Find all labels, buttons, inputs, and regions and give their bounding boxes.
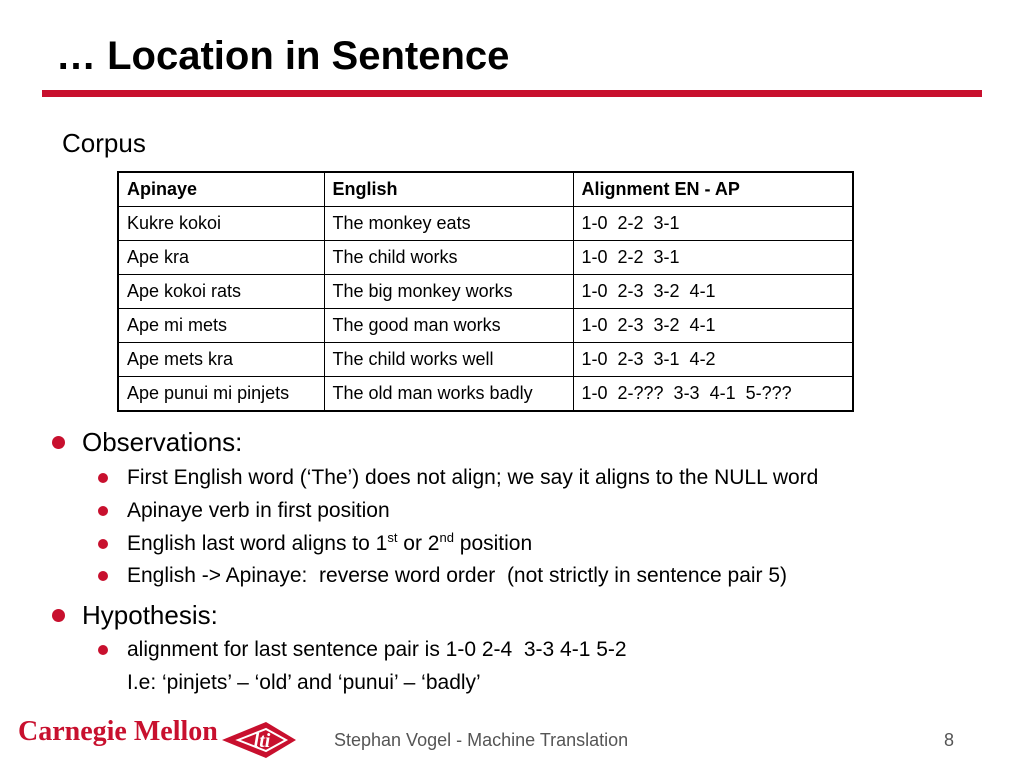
cell-apinaye: Kukre kokoi	[118, 207, 324, 241]
text-part: English last word aligns to 1	[127, 532, 388, 555]
observations-bullet: Observations:	[82, 427, 243, 457]
superscript-st: st	[387, 530, 398, 545]
cell-alignment: 1-0 2-2 3-1	[573, 207, 853, 241]
cell-alignment: 1-0 2-3 3-2 4-1	[573, 275, 853, 309]
observation-item-verb-position: Apinaye verb in first position	[127, 499, 390, 522]
footer-text: Stephan Vogel - Machine Translation	[334, 730, 629, 750]
observation-item-reverse-order: English -> Apinaye: reverse word order (not strictly in sentence pair 5)	[127, 564, 788, 587]
cell-alignment: 1-0 2-2 3-1	[573, 241, 853, 275]
logo-wordmark: Carnegie Mellon	[18, 716, 218, 747]
header-english: English	[324, 172, 573, 207]
cell-apinaye: Ape kokoi rats	[118, 275, 324, 309]
carnegie-mellon-logo	[18, 716, 218, 748]
superscript-nd: nd	[439, 530, 454, 545]
corpus-table	[117, 171, 854, 412]
page-number: 8	[944, 730, 955, 750]
cell-alignment: 1-0 2-3 3-1 4-2	[573, 343, 853, 377]
corpus-heading: Corpus	[62, 128, 146, 158]
lti-logo-icon	[220, 718, 300, 767]
text-part: position	[453, 532, 533, 555]
table-row	[118, 377, 853, 412]
cell-english: The child works	[324, 241, 573, 275]
observation-item-last-word	[127, 532, 532, 556]
title-divider	[42, 90, 982, 97]
text-part: or 2	[397, 532, 440, 555]
cell-english: The old man works badly	[324, 377, 573, 412]
table-header-row	[118, 172, 853, 207]
lti-logo-text: lti	[253, 730, 271, 752]
cell-apinaye: Ape mets kra	[118, 343, 324, 377]
cell-english: The child works well	[324, 343, 573, 377]
table-row	[118, 207, 853, 241]
cell-alignment: 1-0 2-3 3-2 4-1	[573, 309, 853, 343]
cell-english: The monkey eats	[324, 207, 573, 241]
hypothesis-bullet: Hypothesis:	[82, 600, 218, 630]
table-row	[118, 309, 853, 343]
table-row	[118, 241, 853, 275]
cell-alignment: 1-0 2-??? 3-3 4-1 5-???	[573, 377, 853, 412]
header-alignment: Alignment EN - AP	[573, 172, 853, 207]
header-apinaye: Apinaye	[118, 172, 324, 207]
hypothesis-note: I.e: ‘pinjets’ – ‘old’ and ‘punui’ – ‘badly’	[127, 671, 481, 694]
observation-item-null-word: First English word (‘The’) does not align; we say it aligns to the NULL word	[127, 466, 819, 489]
table-row	[118, 343, 853, 377]
cell-apinaye: Ape mi mets	[118, 309, 324, 343]
slide-title: … Location in Sentence	[56, 34, 510, 78]
cell-apinaye: Ape kra	[118, 241, 324, 275]
cell-english: The big monkey works	[324, 275, 573, 309]
table-row	[118, 275, 853, 309]
cell-english: The good man works	[324, 309, 573, 343]
hypothesis-item: alignment for last sentence pair is 1-0 2-4 3-3 4-1 5-2	[127, 638, 627, 661]
cell-apinaye: Ape punui mi pinjets	[118, 377, 324, 412]
